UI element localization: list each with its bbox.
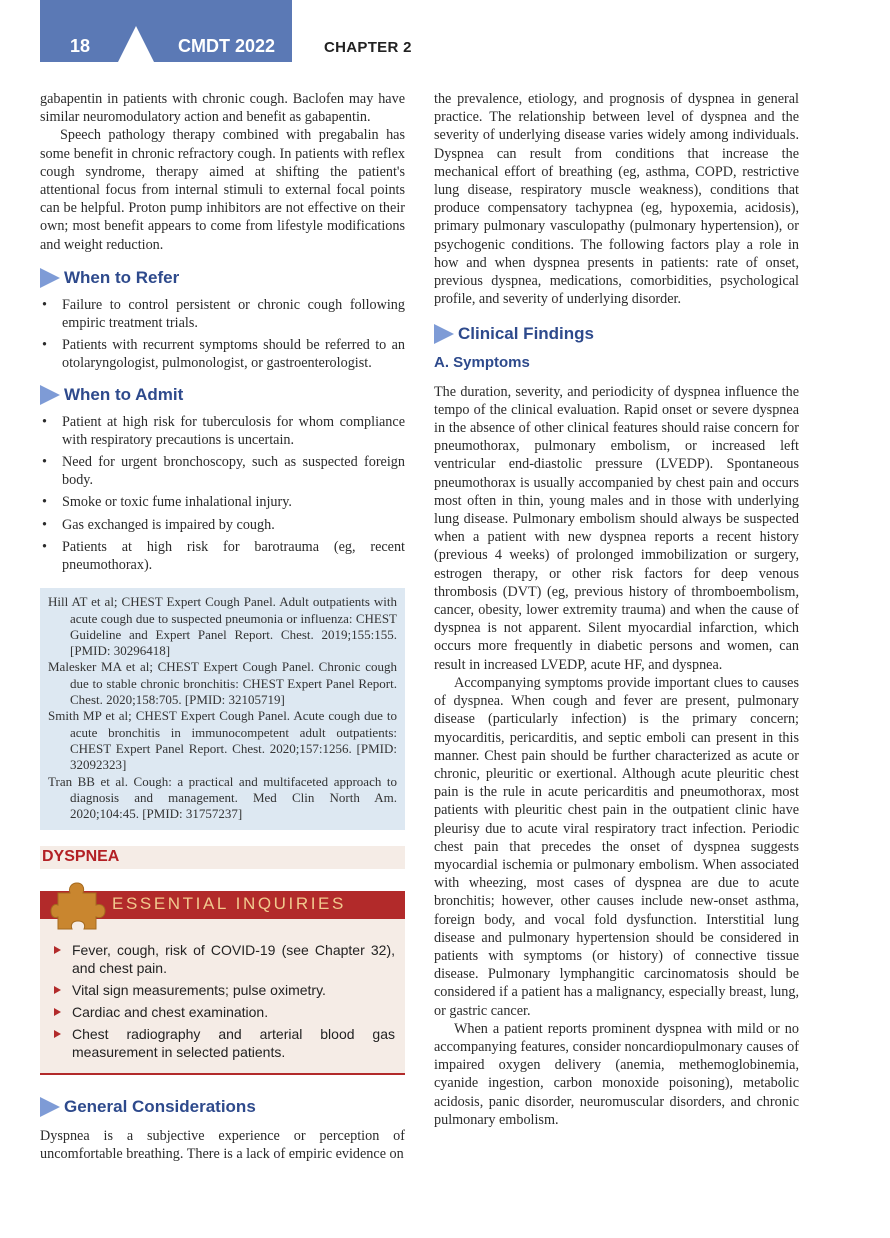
paragraph: Speech pathology therapy combined with pregabalin has some benefit in chronic refractory cough. In patients with reflex cough syndrome, therapy aimed at shifting the patient's attentional focus from internal stimuli to external focal points can be helpful. Proton pump inhibitors are not effective on their own; most benefit appears to come from lifestyle modifications and weight reduction. [40, 127, 405, 253]
essential-inquiries-header [40, 891, 405, 919]
reference-entry: Tran BB et al. Cough: a practical and multifaceted approach to diagnosis and management. Med Clin North Am. 2020;104:45. [PMID: 31757237] [48, 773, 397, 822]
essential-inquiries-list [52, 941, 395, 1061]
general-considerations-heading [40, 1097, 405, 1117]
book-title: CMDT 2022 [178, 36, 276, 56]
heading-text: General Considerations [64, 1096, 256, 1116]
bullet-icon: • [42, 413, 47, 430]
page-header-band [40, 0, 292, 62]
list-item [52, 981, 395, 999]
triangle-icon [40, 268, 60, 288]
refer-list [40, 296, 405, 373]
list-item [40, 538, 405, 574]
paragraph: gabapentin in patients with chronic cough. Baclofen may have similar neuromodulatory action and benefit as gabapentin. [40, 91, 405, 126]
triangle-icon [434, 324, 454, 344]
symptoms-subheading: A. Symptoms [434, 354, 530, 372]
paragraph: Dyspnea is a subjective experience or perception of uncomfortable breathing. There is a lack of empiric evidence on [40, 1127, 405, 1162]
list-item-text: Smoke or toxic fume inhalational injury. [62, 494, 292, 511]
paragraph: The duration, severity, and periodicity of dyspnea influence the tempo of the clinical evaluation. Rapid onset or severe dyspnea in the absence of other clinical features should raise concern for pneumothorax, pulmonary embolism, or increased left ventricular end-diastolic pressure (LVEDP). Spontaneous pneumothorax is usually accompanied by chest pain and occurs most often in thin, young males and in those with underlying lung disease. Pulmonary embolism should always be suspected when a patient with new dyspnea reports a recent history (previous 4 weeks) of prolonged immobilization or surgery, estrogen therapy, or other risk factors for deep venous thrombosis (DVT) (eg, previous history of thromboembolism, cancer, obesity, lower extremity trauma) and when the cause of dyspnea is not apparent. Silent myocardial infarction, which occurs more frequently in diabetic persons and women, can result in increased LVEDP, acute HF, and dyspnea. [434, 383, 799, 673]
list-item [52, 1003, 395, 1021]
list-item-text: Gas exchanged is impaired by cough. [62, 516, 275, 533]
heading-text: Clinical Findings [458, 324, 595, 344]
section-title: DYSPNEA [40, 846, 405, 868]
reference-entry: Hill AT et al; CHEST Expert Cough Panel. Adult outpatients with acute cough due to suspected pneumonia or influenza: CHEST Guideline and Expert Panel Report. Chest. 2019;155:155. [PMID: 30296418] [48, 594, 397, 659]
paragraph: Accompanying symptoms provide important clues to causes of dyspnea. When cough and fever are present, pulmonary disease (particularly infection) is the primary concern; myocarditis, pericarditis, and septic emboli can present in this manner. Chest pain should be further characterized as acute or chronic, pleuritic or exertional. Although acute pleuritic chest pain is the rule in acute pericarditis and pneumothorax, most patients with pleuritic chest pain in the outpatient clinic have pleurisy due to acute viral respiratory tract infection. Periodic chest pain that precedes the onset of dyspnea suggests myocardial ischemia or pulmonary embolism. When associated with wheezing, most cases of dyspnea are due to acute bronchitis; however, other causes include new-onset asthma, foreign body, and vocal fold dysfunction. Interstitial lung disease and pulmonary hypertension should be considered in patients with symptoms (or history) of connective tissue disease. Pulmonary lymphangitic carcinomatosis should be considered if a patient has a malignancy, especially breast, lung, or gastric cancer. [434, 674, 799, 1019]
arrow-bullet-icon [54, 1008, 61, 1016]
bullet-icon: • [42, 454, 47, 471]
list-item [40, 493, 405, 511]
list-item-text: Failure to control persistent or chronic cough following empiric treatment trials. [62, 296, 405, 332]
right-column [434, 90, 799, 1129]
paragraph: When a patient reports prominent dyspnea with mild or no accompanying features, consider noncardiopulmonary causes of impaired oxygen delivery (anemia, methemoglobinemia, cyanide ingestion, carbon monoxide poisoning), metabolic acidosis, panic disorder, neuromuscular disorders, and chronic pulmonary embolism. [434, 1020, 799, 1128]
references-box [40, 588, 405, 830]
puzzle-piece-icon [50, 881, 106, 933]
list-item-text: Patient at high risk for tuberculosis for whom compliance with respiratory precautions is uncertain. [62, 413, 405, 448]
list-item [52, 1025, 395, 1061]
list-item [40, 453, 405, 489]
arrow-bullet-icon [54, 1030, 61, 1038]
paragraph: the prevalence, etiology, and prognosis of dyspnea in general practice. The relationship between level of dyspnea and the severity of underlying disease varies widely among individuals. Dyspnea can result from conditions that increase the mechanical effort of breathing (eg, asthma, COPD, restrictive lung disease, respiratory muscle weakness), conditions that produce compensatory tachypnea (eg, hypoxemia, acidosis), primary pulmonary vasculopathy (pulmonary hypertension), or psychogenic conditions. The following factors play a role in how and when dyspnea presents in patients: rate of onset, previous dyspnea, medications, comorbidities, psychological profile, and severity of underlying disorder. [434, 91, 799, 308]
list-item [40, 296, 405, 332]
list-item [40, 413, 405, 449]
header-notch-shape [118, 26, 154, 62]
list-item-text: Cardiac and chest examination. [72, 1003, 269, 1020]
arrow-bullet-icon [54, 986, 61, 994]
arrow-bullet-icon [54, 946, 61, 954]
list-item-text: Fever, cough, risk of COVID-19 (see Chapter 32), and chest pain. [72, 941, 395, 976]
list-item [52, 941, 395, 977]
triangle-icon [40, 385, 60, 405]
list-item-text: Vital sign measurements; pulse oximetry. [72, 981, 326, 998]
bullet-icon: • [42, 516, 47, 533]
left-column [40, 90, 405, 1163]
when-to-refer-heading [40, 268, 405, 288]
bullet-icon: • [42, 538, 47, 555]
essential-inquiries-box [40, 919, 405, 1075]
list-item-text: Chest radiography and arterial blood gas measurement in selected patients. [72, 1025, 395, 1060]
clinical-findings-heading [434, 324, 799, 344]
bullet-icon: • [42, 296, 47, 313]
list-item-text: Patients at high risk for barotrauma (eg, recent pneumothorax). [62, 538, 405, 574]
list-item-text: Need for urgent bronchoscopy, such as suspected foreign body. [62, 454, 405, 489]
when-to-admit-heading [40, 385, 405, 405]
reference-entry: Smith MP et al; CHEST Expert Cough Panel. Acute cough due to acute bronchitis in immunocompetent adult outpatients: CHEST Expert Panel Report. Chest. 2020;157:1256. [PMID: 32092323] [48, 708, 397, 773]
triangle-icon [40, 1097, 60, 1117]
list-item-text: Patients with recurrent symptoms should be referred to an otolaryngologist, pulmonologist, or gastroenterologist. [62, 337, 405, 372]
heading-text: When to Admit [64, 384, 184, 404]
reference-entry: Malesker MA et al; CHEST Expert Cough Panel. Chronic cough due to stable chronic bronchitis: CHEST Expert Panel Report. Chest. 2020;158:705. [PMID: 32105719] [48, 659, 397, 708]
chapter-label: CHAPTER 2 [324, 39, 412, 56]
heading-text: When to Refer [64, 267, 180, 287]
list-item [40, 336, 405, 372]
page-number: 18 [70, 36, 91, 56]
bullet-icon: • [42, 494, 47, 511]
bullet-icon: • [42, 337, 47, 354]
essential-inquiries-title: ESSENTIAL INQUIRIES [112, 893, 346, 913]
admit-list [40, 413, 405, 575]
list-item [40, 516, 405, 534]
